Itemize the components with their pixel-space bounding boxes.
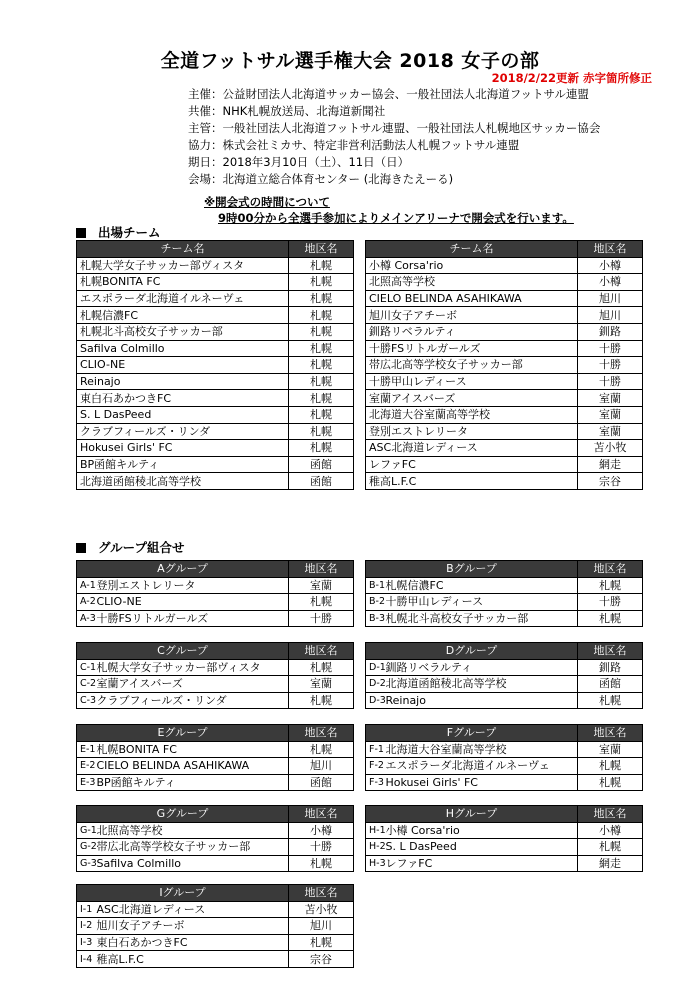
team-area: 旭川 bbox=[578, 307, 643, 324]
team-name: 北照高等学校 bbox=[366, 274, 578, 291]
col-header-team: チーム名 bbox=[366, 241, 578, 258]
info-organizer: 主催：公益財団法人北海道サッカー協会、一般社団法人北海道フットサル連盟 bbox=[188, 87, 589, 101]
col-header-team: チーム名 bbox=[77, 241, 289, 258]
team-area: 札幌 bbox=[289, 440, 354, 457]
team-row bbox=[77, 406, 354, 423]
team-name: BP函館キルティ bbox=[77, 456, 289, 473]
group-team-name: 札幌北斗高校女子サッカー部 bbox=[384, 610, 578, 627]
group-slot-code: F-1 bbox=[366, 741, 384, 758]
page-title: 全道フットサル選手権大会 2018 女子の部 bbox=[160, 50, 540, 72]
team-row bbox=[77, 323, 354, 340]
team-row bbox=[77, 257, 354, 274]
team-row bbox=[77, 440, 354, 457]
group-slot-code: G-2 bbox=[77, 839, 95, 856]
team-name: 十勝FSリトルガールズ bbox=[366, 340, 578, 357]
team-name: クラブフィールズ・リンダ bbox=[77, 423, 289, 440]
team-row bbox=[366, 357, 643, 374]
team-area: 小樽 bbox=[578, 274, 643, 291]
group-name-header: Fグループ bbox=[366, 725, 578, 742]
group-table bbox=[76, 805, 354, 872]
group-row bbox=[77, 741, 354, 758]
group-row bbox=[77, 676, 354, 693]
group-table bbox=[365, 560, 643, 627]
team-row bbox=[77, 456, 354, 473]
group-area-header: 地区名 bbox=[289, 561, 354, 578]
group-slot-code: G-1 bbox=[77, 822, 95, 839]
teams-table-left bbox=[76, 240, 354, 490]
group-team-area: 釧路 bbox=[578, 659, 643, 676]
team-area: 札幌 bbox=[289, 274, 354, 291]
opening-ceremony-notice bbox=[204, 194, 574, 226]
group-team-area: 札幌 bbox=[289, 934, 354, 951]
group-team-area: 十勝 bbox=[578, 594, 643, 611]
team-row bbox=[366, 390, 643, 407]
group-team-area: 小樽 bbox=[578, 822, 643, 839]
group-row bbox=[366, 774, 643, 791]
square-bullet-icon bbox=[76, 543, 86, 553]
team-name: 北海道函館稜北高等学校 bbox=[77, 473, 289, 490]
group-row bbox=[366, 692, 643, 709]
update-note: 2018/2/22更新 赤字箇所修正 bbox=[491, 71, 652, 85]
group-row bbox=[77, 610, 354, 627]
group-team-area: 札幌 bbox=[289, 692, 354, 709]
team-name: Safilva Colmillo bbox=[77, 340, 289, 357]
group-team-name: BP函館キルティ bbox=[95, 774, 289, 791]
team-area: 十勝 bbox=[578, 340, 643, 357]
group-team-name: 札幌BONITA FC bbox=[95, 741, 289, 758]
group-team-name: 帯広北高等学校女子サッカー部 bbox=[95, 839, 289, 856]
group-team-area: 札幌 bbox=[578, 577, 643, 594]
group-name-header: Bグループ bbox=[366, 561, 578, 578]
group-team-name: CLIO-NE bbox=[95, 594, 289, 611]
group-team-name: Safilva Colmillo bbox=[95, 855, 289, 872]
team-row bbox=[77, 423, 354, 440]
team-name: 室蘭アイスバーズ bbox=[366, 390, 578, 407]
group-row bbox=[366, 676, 643, 693]
info-dates: 期日：2018年3月10日（土）、11日（日） bbox=[188, 155, 410, 169]
group-team-name: Hokusei Girls' FC bbox=[384, 774, 578, 791]
team-name: 旭川女子アチーボ bbox=[366, 307, 578, 324]
group-team-area: 札幌 bbox=[578, 839, 643, 856]
team-area: 札幌 bbox=[289, 406, 354, 423]
group-slot-code: D-3 bbox=[366, 692, 384, 709]
group-team-name: エスポラーダ北海道イルネーヴェ bbox=[384, 758, 578, 775]
group-team-area: 室蘭 bbox=[578, 741, 643, 758]
group-team-name: 北照高等学校 bbox=[95, 822, 289, 839]
group-team-area: 苫小牧 bbox=[289, 901, 354, 918]
team-name: 稚高L.F.C bbox=[366, 473, 578, 490]
group-row bbox=[366, 855, 643, 872]
team-name: 帯広北高等学校女子サッカー部 bbox=[366, 357, 578, 374]
team-name: 小樽 Corsa'rio bbox=[366, 257, 578, 274]
group-team-name: レファFC bbox=[384, 855, 578, 872]
team-row bbox=[366, 406, 643, 423]
team-area: 小樽 bbox=[578, 257, 643, 274]
group-row bbox=[77, 951, 354, 968]
group-slot-code: C-1 bbox=[77, 659, 95, 676]
group-slot-code: B-1 bbox=[366, 577, 384, 594]
group-row bbox=[77, 659, 354, 676]
group-team-area: 小樽 bbox=[289, 822, 354, 839]
group-team-name: ASC北海道レディース bbox=[95, 901, 289, 918]
group-table bbox=[365, 805, 643, 872]
group-row bbox=[366, 659, 643, 676]
group-team-name: 室蘭アイスバーズ bbox=[95, 676, 289, 693]
group-team-name: 釧路リベラルティ bbox=[384, 659, 578, 676]
group-team-name: Reinajo bbox=[384, 692, 578, 709]
team-row bbox=[77, 274, 354, 291]
group-name-header: Aグループ bbox=[77, 561, 289, 578]
group-team-name: 札幌大学女子サッカー部ヴィスタ bbox=[95, 659, 289, 676]
teams-section-heading: 出場チーム bbox=[76, 223, 161, 241]
info-management: 主管：一般社団法人北海道フットサル連盟、一般社団法人札幌地区サッカー協会 bbox=[188, 121, 601, 135]
group-row bbox=[77, 901, 354, 918]
team-name: 札幌信濃FC bbox=[77, 307, 289, 324]
info-venue: 会場：北海道立総合体育センター (北海きたえーる) bbox=[188, 172, 454, 186]
team-name: 十勝甲山レディース bbox=[366, 373, 578, 390]
group-team-name: S. L DasPeed bbox=[384, 839, 578, 856]
group-row bbox=[366, 822, 643, 839]
group-team-area: 室蘭 bbox=[289, 676, 354, 693]
group-team-area: 室蘭 bbox=[289, 577, 354, 594]
team-area: 十勝 bbox=[578, 357, 643, 374]
group-slot-code: D-2 bbox=[366, 676, 384, 693]
group-row bbox=[366, 577, 643, 594]
group-team-area: 函館 bbox=[289, 774, 354, 791]
group-slot-code: H-1 bbox=[366, 822, 384, 839]
group-slot-code: C-2 bbox=[77, 676, 95, 693]
team-name: S. L DasPeed bbox=[77, 406, 289, 423]
team-row bbox=[77, 290, 354, 307]
group-row bbox=[77, 758, 354, 775]
group-area-header: 地区名 bbox=[578, 643, 643, 660]
team-name: 東白石あかつきFC bbox=[77, 390, 289, 407]
group-table bbox=[76, 724, 354, 791]
group-area-header: 地区名 bbox=[289, 885, 354, 902]
team-row bbox=[366, 307, 643, 324]
team-row bbox=[366, 440, 643, 457]
group-area-header: 地区名 bbox=[289, 643, 354, 660]
group-row bbox=[366, 594, 643, 611]
group-table bbox=[365, 642, 643, 709]
group-row bbox=[77, 934, 354, 951]
group-table bbox=[76, 642, 354, 709]
group-row bbox=[366, 741, 643, 758]
team-area: 札幌 bbox=[289, 257, 354, 274]
group-row bbox=[77, 822, 354, 839]
group-team-area: 札幌 bbox=[578, 758, 643, 775]
group-team-area: 札幌 bbox=[578, 692, 643, 709]
info-cooperation: 協力：株式会社ミカサ、特定非営利活動法人札幌フットサル連盟 bbox=[188, 138, 520, 152]
team-area: 釧路 bbox=[578, 323, 643, 340]
team-area: 室蘭 bbox=[578, 423, 643, 440]
group-row bbox=[77, 577, 354, 594]
group-table bbox=[365, 724, 643, 791]
notice-body: 9時00分から全選手参加によりメインアリーナで開会式を行います。 bbox=[218, 211, 574, 225]
team-row bbox=[366, 340, 643, 357]
group-team-name: 小樽 Corsa'rio bbox=[384, 822, 578, 839]
team-area: 室蘭 bbox=[578, 406, 643, 423]
group-row bbox=[77, 918, 354, 935]
group-slot-code: I-3 bbox=[77, 934, 95, 951]
teams-table-right bbox=[365, 240, 643, 490]
team-name: 札幌北斗高校女子サッカー部 bbox=[77, 323, 289, 340]
group-slot-code: A-2 bbox=[77, 594, 95, 611]
group-row bbox=[366, 758, 643, 775]
group-area-header: 地区名 bbox=[578, 561, 643, 578]
team-area: 札幌 bbox=[289, 290, 354, 307]
team-row bbox=[77, 340, 354, 357]
group-team-area: 十勝 bbox=[289, 839, 354, 856]
group-team-area: 旭川 bbox=[289, 918, 354, 935]
team-area: 十勝 bbox=[578, 373, 643, 390]
notice-heading: ※開会式の時間について bbox=[204, 195, 330, 209]
team-name: 登別エストレリータ bbox=[366, 423, 578, 440]
group-area-header: 地区名 bbox=[289, 806, 354, 823]
group-team-name: 稚高L.F.C bbox=[95, 951, 289, 968]
group-team-area: 十勝 bbox=[289, 610, 354, 627]
group-team-area: 札幌 bbox=[289, 659, 354, 676]
group-table bbox=[76, 884, 354, 968]
group-table bbox=[76, 560, 354, 627]
team-area: 函館 bbox=[289, 473, 354, 490]
group-row bbox=[366, 610, 643, 627]
group-team-name: 東白石あかつきFC bbox=[95, 934, 289, 951]
group-name-header: Cグループ bbox=[77, 643, 289, 660]
groups-section-heading: グループ組合せ bbox=[76, 538, 185, 556]
group-team-name: 十勝甲山レディース bbox=[384, 594, 578, 611]
team-name: エスポラーダ北海道イルネーヴェ bbox=[77, 290, 289, 307]
group-team-area: 網走 bbox=[578, 855, 643, 872]
team-row bbox=[77, 307, 354, 324]
team-area: 函館 bbox=[289, 456, 354, 473]
team-area: 宗谷 bbox=[578, 473, 643, 490]
group-slot-code: A-1 bbox=[77, 577, 95, 594]
team-row bbox=[366, 257, 643, 274]
team-name: 札幌BONITA FC bbox=[77, 274, 289, 291]
team-name: 北海道大谷室蘭高等学校 bbox=[366, 406, 578, 423]
team-name: CLIO-NE bbox=[77, 357, 289, 374]
team-area: 旭川 bbox=[578, 290, 643, 307]
group-slot-code: G-3 bbox=[77, 855, 95, 872]
team-area: 室蘭 bbox=[578, 390, 643, 407]
team-area: 札幌 bbox=[289, 340, 354, 357]
group-team-area: 旭川 bbox=[289, 758, 354, 775]
team-name: ASC北海道レディース bbox=[366, 440, 578, 457]
group-team-area: 札幌 bbox=[289, 741, 354, 758]
team-area: 札幌 bbox=[289, 373, 354, 390]
group-slot-code: B-3 bbox=[366, 610, 384, 627]
team-row bbox=[366, 423, 643, 440]
group-area-header: 地区名 bbox=[289, 725, 354, 742]
group-team-name: 旭川女子アチーボ bbox=[95, 918, 289, 935]
group-row bbox=[77, 594, 354, 611]
group-team-name: 登別エストレリータ bbox=[95, 577, 289, 594]
team-row bbox=[77, 357, 354, 374]
col-header-area: 地区名 bbox=[578, 241, 643, 258]
group-slot-code: H-3 bbox=[366, 855, 384, 872]
group-row bbox=[77, 774, 354, 791]
group-team-name: クラブフィールズ・リンダ bbox=[95, 692, 289, 709]
team-row bbox=[77, 390, 354, 407]
group-team-name: 北海道大谷室蘭高等学校 bbox=[384, 741, 578, 758]
team-name: Hokusei Girls' FC bbox=[77, 440, 289, 457]
group-slot-code: A-3 bbox=[77, 610, 95, 627]
group-team-name: CIELO BELINDA ASAHIKAWA bbox=[95, 758, 289, 775]
group-row bbox=[77, 839, 354, 856]
group-slot-code: E-3 bbox=[77, 774, 95, 791]
group-row bbox=[77, 855, 354, 872]
group-area-header: 地区名 bbox=[578, 725, 643, 742]
group-team-area: 宗谷 bbox=[289, 951, 354, 968]
team-row bbox=[366, 456, 643, 473]
group-slot-code: C-3 bbox=[77, 692, 95, 709]
group-area-header: 地区名 bbox=[578, 806, 643, 823]
group-slot-code: F-3 bbox=[366, 774, 384, 791]
group-name-header: Iグループ bbox=[77, 885, 289, 902]
team-area: 札幌 bbox=[289, 390, 354, 407]
team-area: 札幌 bbox=[289, 357, 354, 374]
team-name: 釧路リベラルティ bbox=[366, 323, 578, 340]
group-team-area: 札幌 bbox=[578, 610, 643, 627]
team-row bbox=[366, 274, 643, 291]
team-name: レファFC bbox=[366, 456, 578, 473]
square-bullet-icon bbox=[76, 228, 86, 238]
group-row bbox=[77, 692, 354, 709]
group-team-name: 札幌信濃FC bbox=[384, 577, 578, 594]
team-area: 札幌 bbox=[289, 323, 354, 340]
group-slot-code: I-2 bbox=[77, 918, 95, 935]
team-row bbox=[366, 323, 643, 340]
team-name: 札幌大学女子サッカー部ヴィスタ bbox=[77, 257, 289, 274]
col-header-area: 地区名 bbox=[289, 241, 354, 258]
group-team-name: 十勝FSリトルガールズ bbox=[95, 610, 289, 627]
group-team-area: 札幌 bbox=[289, 594, 354, 611]
event-info bbox=[188, 86, 600, 188]
group-slot-code: B-2 bbox=[366, 594, 384, 611]
team-area: 札幌 bbox=[289, 307, 354, 324]
group-slot-code: H-2 bbox=[366, 839, 384, 856]
group-slot-code: E-2 bbox=[77, 758, 95, 775]
group-team-area: 札幌 bbox=[289, 855, 354, 872]
team-area: 苫小牧 bbox=[578, 440, 643, 457]
group-name-header: Dグループ bbox=[366, 643, 578, 660]
team-row bbox=[366, 373, 643, 390]
group-slot-code: F-2 bbox=[366, 758, 384, 775]
group-team-name: 北海道函館稜北高等学校 bbox=[384, 676, 578, 693]
team-row bbox=[77, 473, 354, 490]
group-team-area: 札幌 bbox=[578, 774, 643, 791]
group-slot-code: D-1 bbox=[366, 659, 384, 676]
team-row bbox=[77, 373, 354, 390]
group-name-header: Eグループ bbox=[77, 725, 289, 742]
team-area: 札幌 bbox=[289, 423, 354, 440]
team-area: 網走 bbox=[578, 456, 643, 473]
team-name: CIELO BELINDA ASAHIKAWA bbox=[366, 290, 578, 307]
group-slot-code: E-1 bbox=[77, 741, 95, 758]
group-team-area: 函館 bbox=[578, 676, 643, 693]
team-row bbox=[366, 290, 643, 307]
info-cosponsor: 共催：NHK札幌放送局、北海道新聞社 bbox=[188, 104, 386, 118]
group-name-header: Hグループ bbox=[366, 806, 578, 823]
team-row bbox=[366, 473, 643, 490]
group-slot-code: I-1 bbox=[77, 901, 95, 918]
team-name: Reinajo bbox=[77, 373, 289, 390]
group-name-header: Gグループ bbox=[77, 806, 289, 823]
group-row bbox=[366, 839, 643, 856]
group-slot-code: I-4 bbox=[77, 951, 95, 968]
